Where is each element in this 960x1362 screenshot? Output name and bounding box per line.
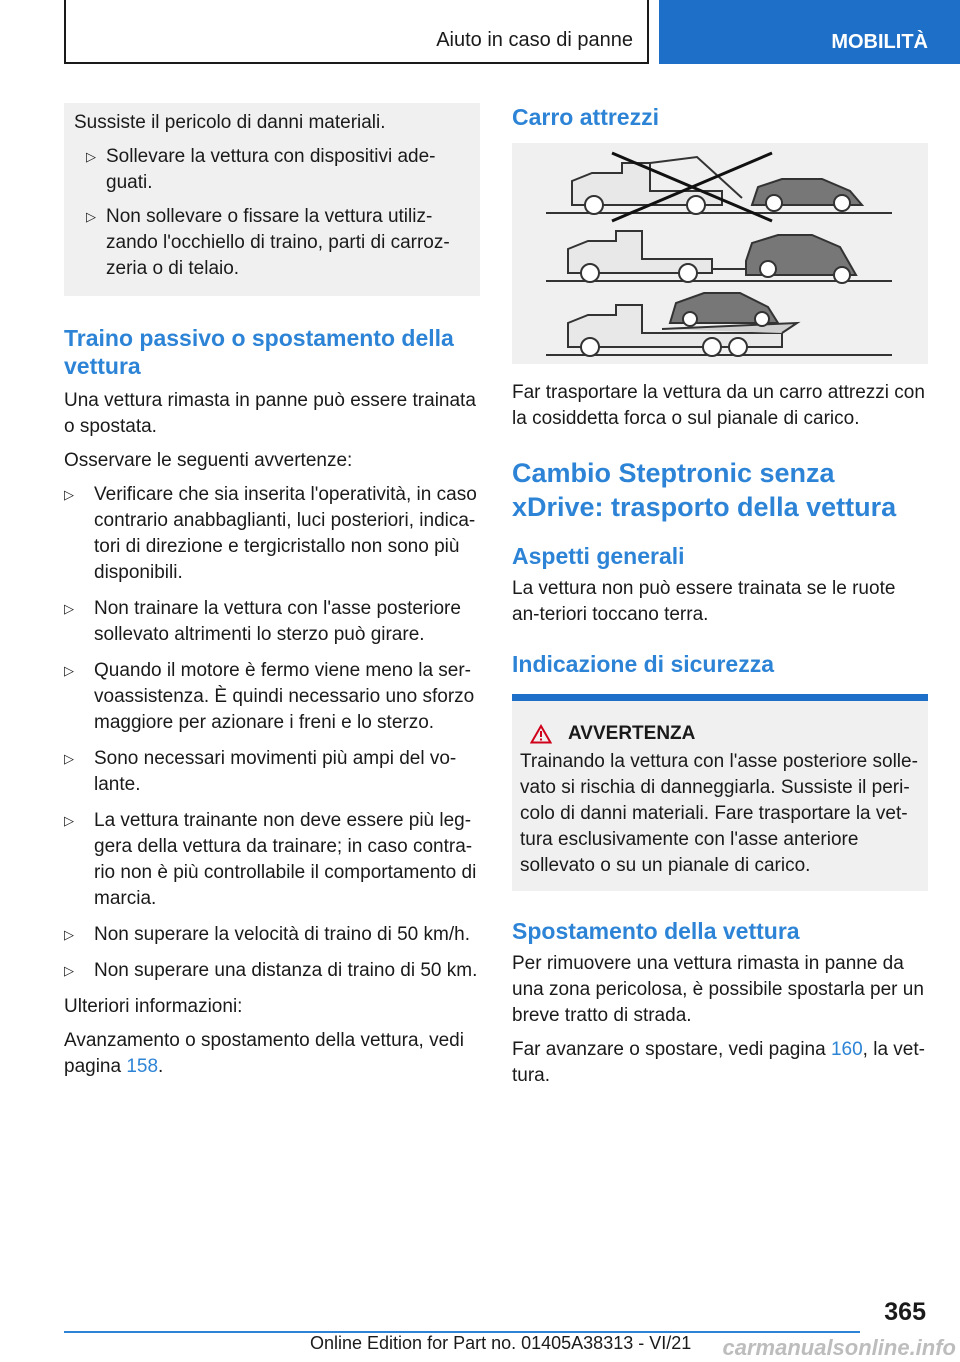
- list-item: ▷ La vettura trainante non deve essere più leg-gera della vettura da trainare; in caso contra-rio non è più controllabile il comportamento di marcia.: [64, 810, 477, 909]
- section-heading-aspetti: Aspetti generali: [512, 543, 685, 569]
- section-heading-spostamento: Spostamento della vettura: [512, 918, 800, 944]
- edition-text: Online Edition for Part no. 01405A38313 - VI/21: [310, 1333, 692, 1353]
- watermark-logo: carmanualsonline.info: [722, 1335, 956, 1360]
- list-item: ▷ Non superare la velocità di traino di 50 km/h.: [64, 922, 480, 948]
- list-item: ▷ Non superare una distanza di traino di 50 km.: [64, 958, 480, 984]
- triangle-bullet-icon: ▷: [64, 927, 74, 942]
- warning-text: Trainando la vettura con l'asse posteriore solle-vato si rischia di danneggiarla. Sussiste il peri-colo di danni materiali. Fare trasportare la vet-tura esclusivamente con l'asse anteriore sollevato o su un pianale di carico.: [520, 751, 918, 876]
- warning-triangle-icon: [530, 724, 552, 744]
- header-chapter-title: MOBILITÀ: [831, 31, 928, 53]
- section-heading-traino: Traino passivo o spostamento della vettura: [64, 325, 454, 379]
- right-column: [512, 103, 928, 1097]
- paragraph: Osservare le seguenti avvertenze:: [64, 450, 353, 471]
- paragraph: Una vettura rimasta in panne può essere trainata o spostata.: [64, 390, 476, 437]
- notice-list: [74, 144, 470, 282]
- list-item: ▷ Non trainare la vettura con l'asse posteriore sollevato altrimenti lo sterzo può girare.: [64, 598, 461, 645]
- header-section-box: [64, 0, 649, 64]
- header-section-title: Aiuto in caso di panne: [436, 29, 633, 51]
- paragraph-ref: Far avanzare o spostare, vedi pagina 160, la vet-tura.: [512, 1039, 925, 1086]
- list-item: ▷ Verificare che sia inserita l'operatività, in caso contrario anabbaglianti, luci posteriori, indica-tori di direzione e tergicristallo non sono più disponibili.: [64, 484, 477, 583]
- paragraph: Ulteriori informazioni:: [64, 996, 243, 1017]
- notice-intro: Sussiste il pericolo di danni materiali.: [74, 112, 386, 133]
- header-chapter-tab[interactable]: [659, 0, 960, 64]
- section-heading-carro: Carro attrezzi: [512, 104, 659, 130]
- paragraph: La vettura non può essere trainata se le ruote an-teriori toccano terra.: [512, 578, 896, 625]
- triangle-bullet-icon: ▷: [86, 209, 96, 224]
- warning-list: [64, 482, 480, 984]
- list-item: ▷ Sono necessari movimenti più ampi del vo-lante.: [64, 748, 457, 795]
- paragraph: Per rimuovere una vettura rimasta in panne da una zona pericolosa, è possibile spostarla per un breve tratto di strada.: [512, 953, 924, 1026]
- triangle-bullet-icon: ▷: [64, 813, 74, 828]
- list-item: ▷ Sollevare la vettura con dispositivi ade-guati.: [86, 146, 436, 193]
- warning-box: [512, 694, 928, 891]
- paragraph: Far trasportare la vettura da un carro attrezzi con la cosiddetta forca o sul pianale di carico.: [512, 382, 925, 429]
- triangle-bullet-icon: ▷: [64, 963, 74, 978]
- section-heading-steptronic: Cambio Steptronic senza xDrive: trasporto della vettura: [512, 458, 897, 522]
- triangle-bullet-icon: ▷: [64, 663, 74, 678]
- triangle-bullet-icon: ▷: [64, 751, 74, 766]
- list-item: ▷ Quando il motore è fermo viene meno la ser-voassistenza. È quindi necessario uno sforzo maggiore per azionare i freni e lo sterzo.: [64, 660, 475, 733]
- page-link-160[interactable]: 160: [830, 1039, 863, 1060]
- notice-box: [64, 103, 480, 296]
- page-link-158[interactable]: 158: [126, 1056, 159, 1077]
- section-heading-sicurezza: Indicazione di sicurezza: [512, 651, 775, 677]
- list-item: ▷ Non sollevare o fissare la vettura utiliz-zando l'occhiello di traino, parti di carroz-zeria o di telaio.: [86, 206, 450, 279]
- tow-truck-illustration: [512, 143, 928, 364]
- page-number: 365: [884, 1298, 926, 1326]
- triangle-bullet-icon: ▷: [64, 487, 74, 502]
- paragraph-ref: Avanzamento o spostamento della vettura, vedi pagina 158.: [64, 1030, 464, 1077]
- left-column: [64, 103, 480, 1088]
- warning-title: AVVERTENZA: [568, 723, 696, 744]
- triangle-bullet-icon: ▷: [86, 149, 96, 164]
- triangle-bullet-icon: ▷: [64, 601, 74, 616]
